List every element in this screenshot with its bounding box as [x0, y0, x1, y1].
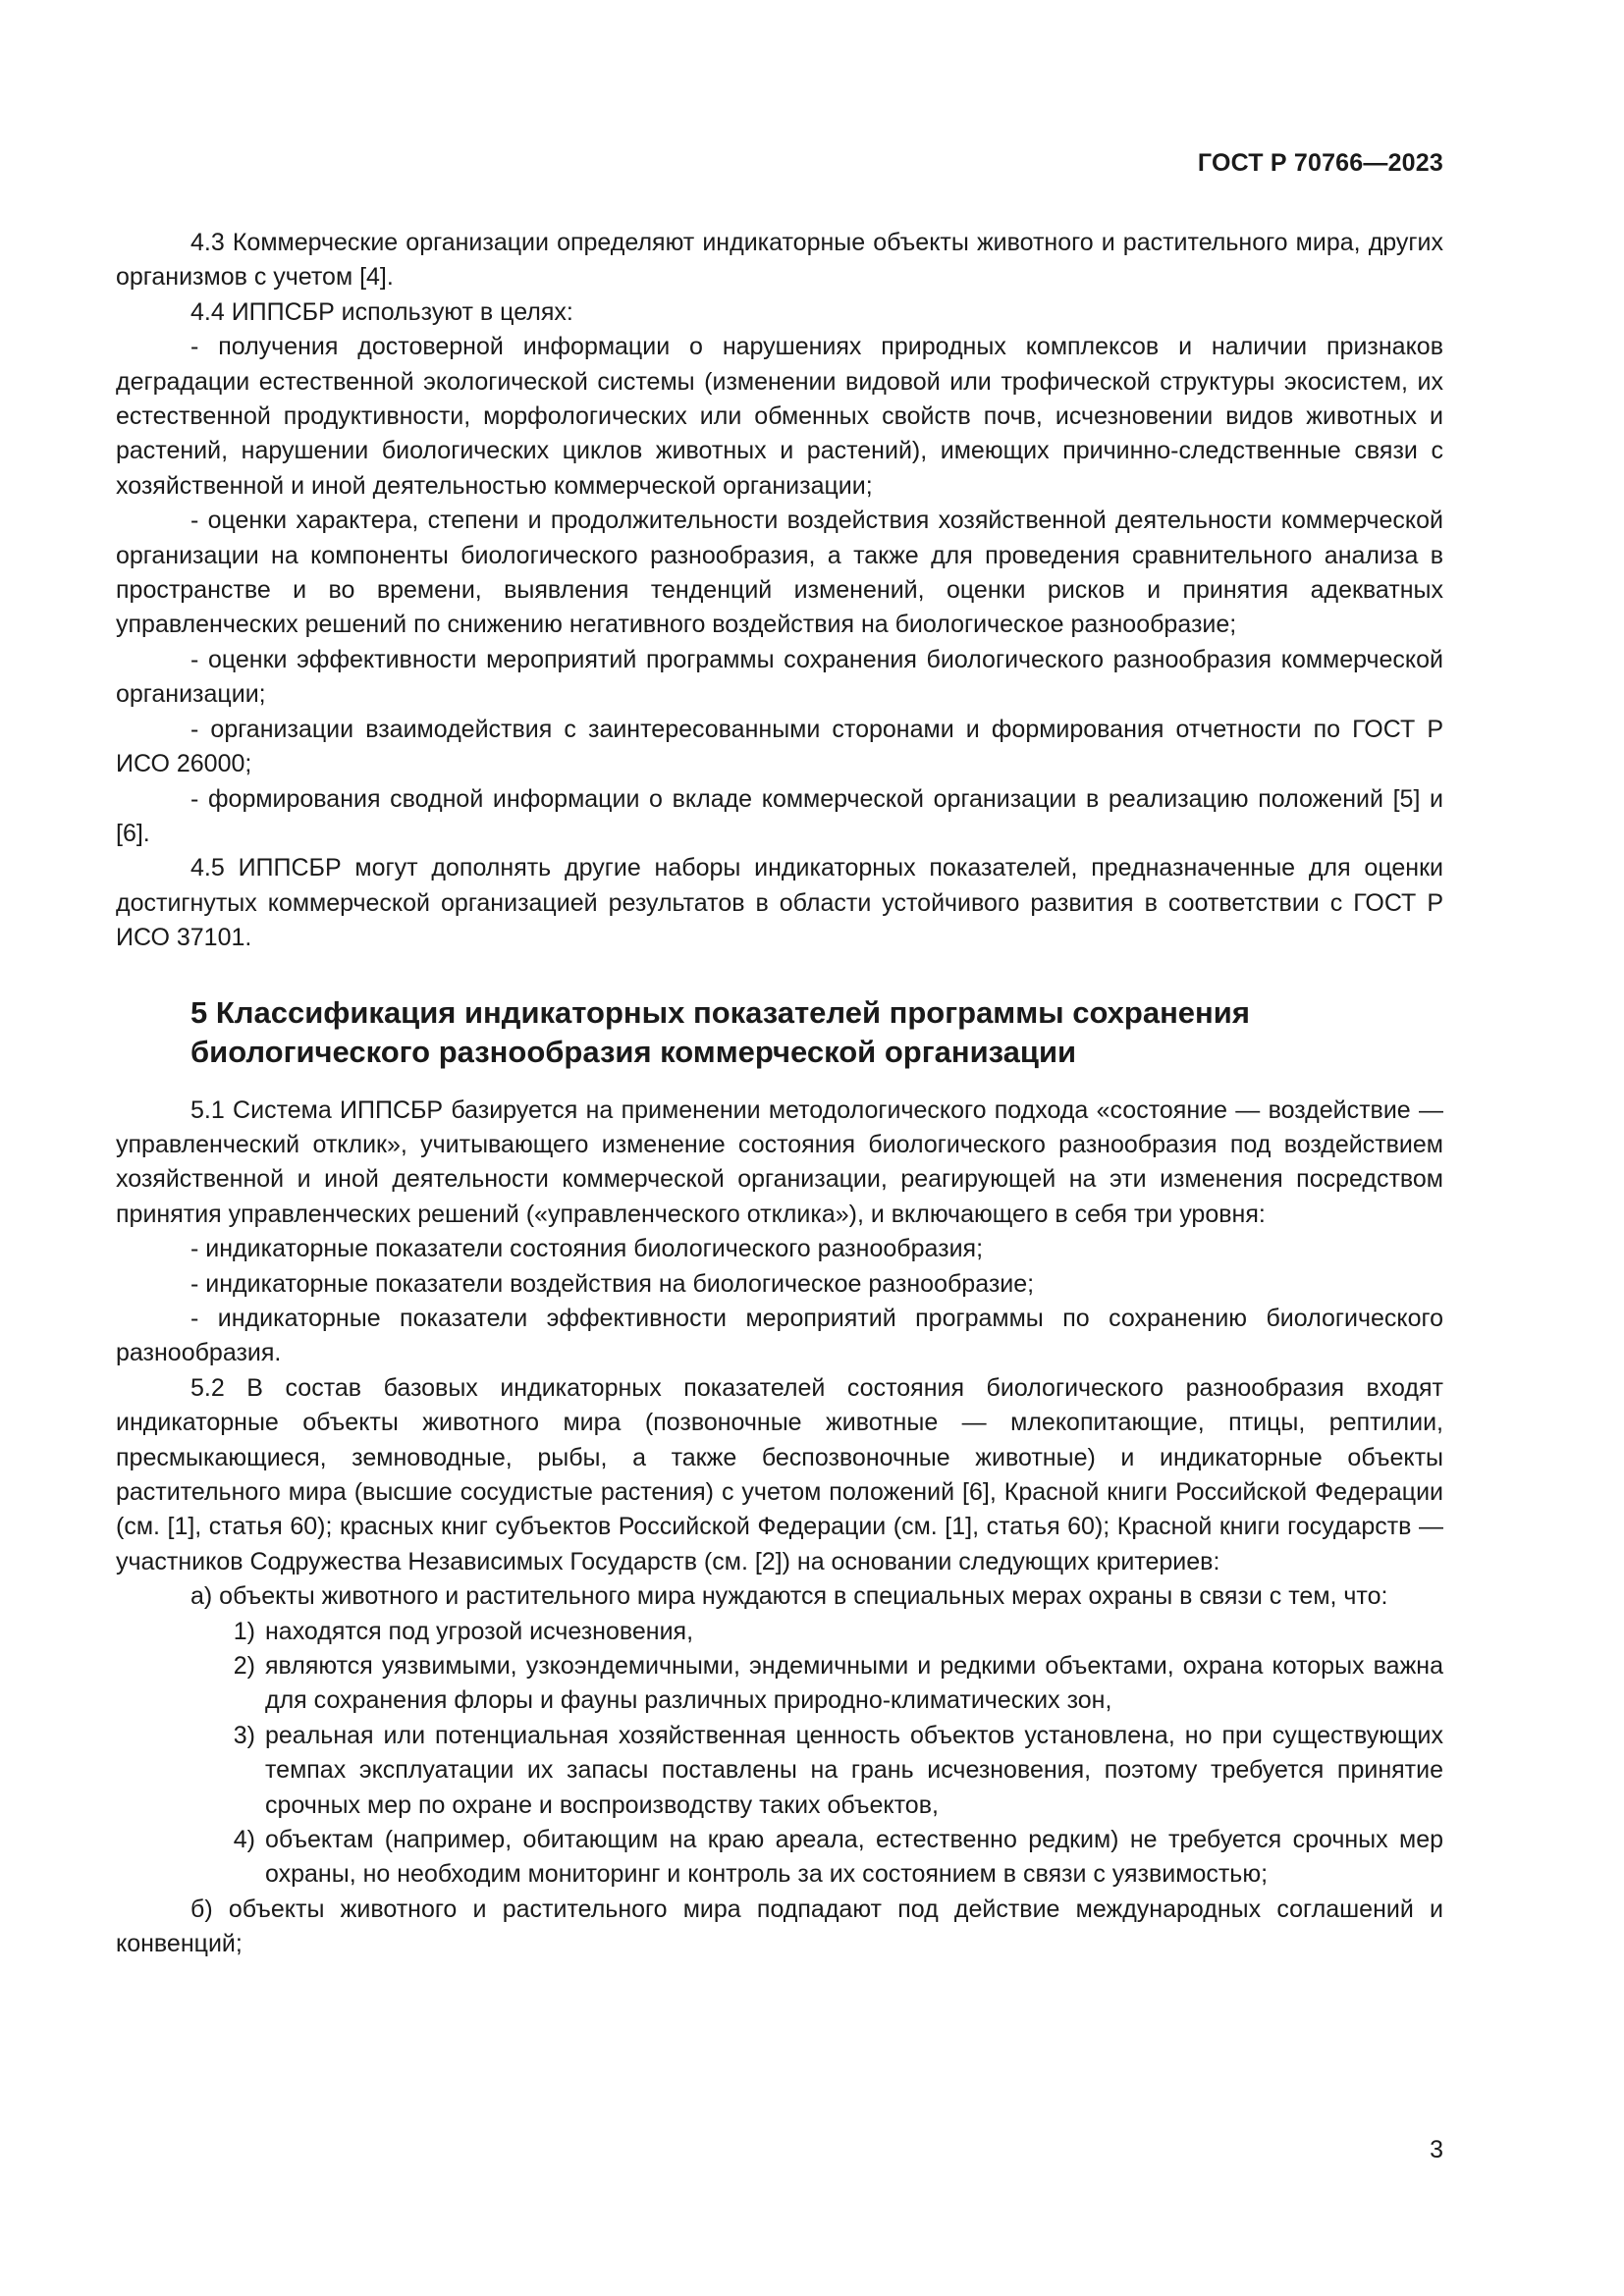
paragraph-5-2: 5.2 В состав базовых индикаторных показателей состояния биологического разнообразия входят индикаторные объекты животного мира (позвоночные животные — млекопитающие, птицы, рептилии, пресмыкающиеся, земноводные, рыбы, а также беспозвоночные животные) и индикаторные объекты растительного мира (высшие сосудистые растения) с учетом положений [6], Красной книги Российской Федерации (см. [1], статья 60); красных книг субъектов Российской Федерации (см. [1], статья 60); Красной книги государств — участников Содружества Независимых Государств (см. [2]) на основании следующих критериев:	[116, 1373, 1443, 1575]
numbered-item-text: являются уязвимыми, узкоэндемичными, эндемичными и редкими объектами, охрана которых важна для сохранения флоры и фауны различных природно-климатических зон,	[265, 1652, 1443, 1715]
list-item: - получения достоверной информации о нарушениях природных комплексов и наличии признаков деградации естественной экологической системы (изменении видовой или трофической структуры экосистем, их естественной продуктивности, морфологических или обменных свойств почв, исчезновении видов животных и растений, нарушении биологических циклов животных и растений), имеющих причинно-следственные связи с хозяйственной и иной деятельностью коммерческой организации;	[116, 333, 1443, 500]
numbered-item-text: объектам (например, обитающим на краю ареала, естественно редким) не требуется срочных мер охраны, но необходим мониторинг и контроль за их состоянием в связи с уязвимостью;	[265, 1826, 1443, 1889]
list-item: - организации взаимодействия с заинтересованными сторонами и формирования отчетности по ГОСТ Р ИСО 26000;	[116, 715, 1443, 778]
numbered-item-3	[116, 1719, 1443, 1823]
list-item: - формирования сводной информации о вкладе коммерческой организации в реализацию положений [5] и [6].	[116, 784, 1443, 847]
section-5-title-line1: 5 Классификация индикаторных показателей программы сохранения	[190, 994, 1250, 1030]
numbered-item-1	[116, 1615, 1443, 1649]
numbered-item-label: 2)	[233, 1652, 255, 1681]
numbered-item-label: 3)	[233, 1721, 255, 1749]
paragraph-4-5: 4.5 ИППСБР могут дополнять другие наборы индикаторных показателей, предназначенные для оценки достигнутых коммерческой организацией результатов в области устойчивого развития в соответствии с ГОСТ Р ИСО 37101.	[116, 854, 1443, 952]
page-number: 3	[1430, 2136, 1443, 2163]
document-header-id: ГОСТ Р 70766—2023	[1197, 149, 1443, 177]
document-body	[116, 226, 1443, 1962]
numbered-item-text: находятся под угрозой исчезновения,	[265, 1617, 694, 1645]
list-item: - оценки характера, степени и продолжительности воздействия хозяйственной деятельности коммерческой организации на компоненты биологического разнообразия, а также для проведения сравнительного анализа в пространстве и во времени, выявления тенденций изменений, оценки рисков и принятия адекватных управленческих решений по снижению негативного воздействия на биологическое разнообразие;	[116, 507, 1443, 639]
list-item: - оценки эффективности мероприятий программы сохранения биологического разнообразия коммерческой организации;	[116, 645, 1443, 709]
paragraph-4-4: 4.4 ИППСБР используют в целях:	[190, 297, 573, 326]
numbered-item-4	[116, 1823, 1443, 1893]
paragraph-4-3: 4.3 Коммерческие организации определяют индикаторные объекты животного и растительного мира, других организмов с учетом [4].	[116, 229, 1443, 292]
paragraph-a: а) объекты животного и растительного мира нуждаются в специальных мерах охраны в связи с тем, что:	[190, 1582, 1388, 1611]
paragraph-5-1: 5.1 Система ИППСБР базируется на применении методологического подхода «состояние — воздействие — управленческий отклик», учитывающего изменение состояния биологического разнообразия под воздействием хозяйственной и иной деятельности коммерческой организации, реагирующей на эти изменения посредством принятия управленческих решений («управленческого отклика»), и включающего в себя три уровня:	[116, 1095, 1443, 1228]
numbered-item-label: 4)	[233, 1826, 255, 1854]
section-5-title-line2: биологического разнообразия коммерческой организации	[190, 1034, 1077, 1069]
numbered-item-2	[116, 1649, 1443, 1719]
section-5-heading	[190, 993, 1443, 1072]
list-item: - индикаторные показатели эффективности мероприятий программы по сохранению биологического разнообразия.	[116, 1304, 1443, 1367]
numbered-item-label: 1)	[233, 1617, 255, 1645]
numbered-item-text: реальная или потенциальная хозяйственная ценность объектов установлена, но при существующих темпах эксплуатации их запасы поставлены на грань исчезновения, поэтому требуется принятие срочных мер по охране и воспроизводству таких объектов,	[265, 1721, 1443, 1819]
paragraph-b: б) объекты животного и растительного мира подпадают под действие международных соглашений и конвенций;	[116, 1895, 1443, 1958]
list-item: - индикаторные показатели воздействия на биологическое разнообразие;	[190, 1269, 1035, 1298]
list-item: - индикаторные показатели состояния биологического разнообразия;	[190, 1235, 984, 1263]
